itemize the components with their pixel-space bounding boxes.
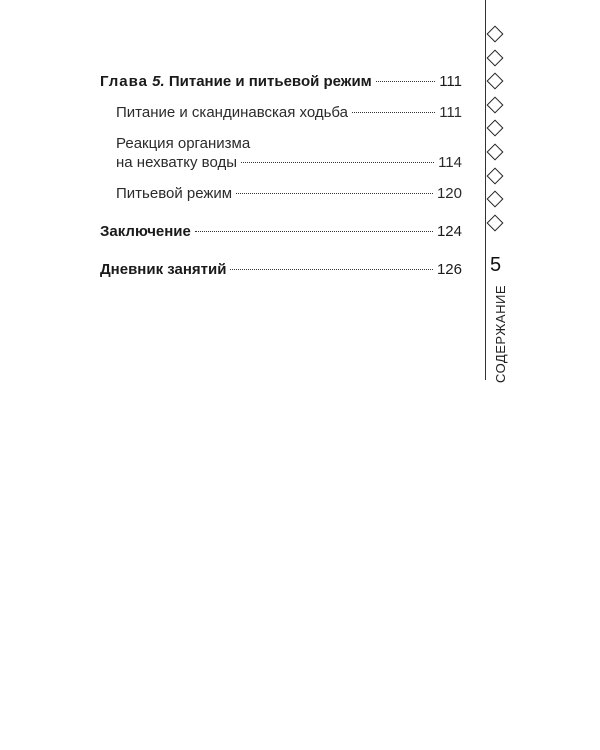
diamond-outline-icon bbox=[487, 120, 504, 137]
dot-leader bbox=[241, 162, 434, 163]
toc-page-number: 111 bbox=[439, 104, 462, 121]
toc-page-number: 126 bbox=[436, 261, 462, 278]
running-head: СОДЕРЖАНИЕ bbox=[493, 284, 508, 383]
diamond-outline-icon bbox=[487, 167, 504, 184]
toc-page-number: 120 bbox=[436, 185, 462, 202]
page-number: 5 bbox=[490, 254, 502, 276]
diamond-outline-icon bbox=[487, 143, 504, 160]
dot-leader bbox=[376, 81, 435, 82]
toc-entry-title: Заключение bbox=[100, 223, 191, 240]
toc-entry-title: Питание и скандинавская ходьба bbox=[116, 104, 349, 121]
toc-entry-water-shortage-reaction[interactable] bbox=[100, 134, 462, 172]
toc-page-number: 111 bbox=[439, 73, 462, 90]
toc-entry-drinking-regime[interactable] bbox=[100, 184, 462, 203]
diamond-outline-icon bbox=[487, 26, 504, 43]
diamond-outline-icon bbox=[487, 191, 504, 208]
diamond-outline-icon bbox=[487, 73, 504, 90]
toc-entry-title bbox=[100, 72, 372, 91]
diamond-ornament-column bbox=[486, 28, 504, 240]
toc-entry-title: Дневник занятий bbox=[100, 261, 227, 278]
dot-leader bbox=[230, 269, 433, 270]
dot-leader bbox=[236, 193, 433, 194]
toc-page-number: 124 bbox=[436, 223, 462, 240]
toc-entry-chapter-5[interactable] bbox=[100, 72, 462, 91]
toc-entry-title: Питьевой режим bbox=[116, 185, 233, 202]
toc-page-number: 114 bbox=[438, 154, 462, 171]
dot-leader bbox=[195, 231, 433, 232]
toc-entry-training-diary[interactable] bbox=[100, 260, 462, 279]
toc-entry-title-line-2: на нехватку воды bbox=[116, 154, 238, 171]
diamond-outline-icon bbox=[487, 49, 504, 66]
dot-leader bbox=[352, 112, 435, 113]
toc-entry-conclusion[interactable] bbox=[100, 222, 462, 241]
table-of-contents bbox=[100, 72, 462, 279]
diamond-outline-icon bbox=[487, 214, 504, 231]
toc-entry-nutrition-nordic-walking[interactable] bbox=[100, 103, 462, 122]
toc-entry-title-line-1: Реакция организма bbox=[116, 135, 251, 152]
diamond-outline-icon bbox=[487, 96, 504, 113]
chapter-prefix: Глава bbox=[100, 73, 148, 90]
chapter-number: 5. bbox=[152, 73, 165, 90]
chapter-title: Питание и питьевой режим bbox=[168, 73, 372, 90]
